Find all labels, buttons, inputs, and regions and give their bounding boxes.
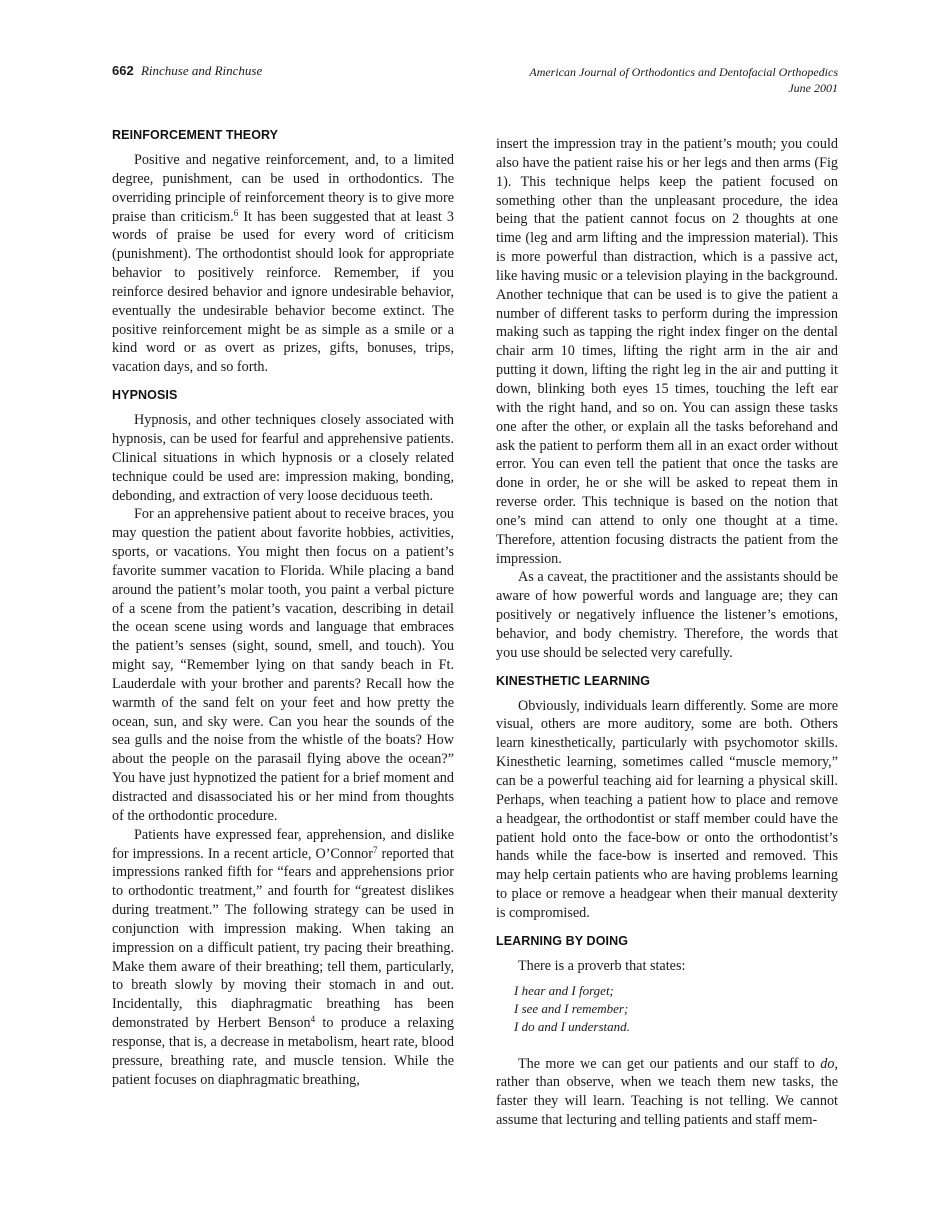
issue-date: June 2001 — [788, 81, 838, 95]
running-authors: Rinchuse and Rinchuse — [140, 63, 263, 78]
paragraph-reinforcement: Positive and negative reinforcement, and, to a limited degree, punishment, can be used in orthodontics. The overriding principle of reinforcement theory is to give more praise than criticism.$^6$ It has been suggested that at least 3 words of praise be used for every word of criticism (punishment). The orthodontist should look for appropriate behavior to positively reinforce. Remember, if you reinforce desired behavior and ignore undesirable behavior, eventually the undesirable behavior become extinct. The positive reinforcement might be as simple as a smile or a kind word or as overt as prizes, gifts, bonuses, trips, vacation days, and so forth. — [112, 152, 455, 376]
section-heading-kinesthetic: KINESTHETIC LEARNING — [496, 673, 651, 688]
paragraph-continuation: insert the impression tray in the patient’s mouth; you could also have the patient raise his or her legs and then arms (Fig 1). This technique helps keep the patient focused on something other than the unpleasant procedure, the idea being that the patient cannot focus on 2 thoughts at one time (leg and arm lifting and the impression material). This is more powerful than distraction, which is a passive act, like having music or a television playing in the background. Another technique that can be used is to give the patient a number of different tasks to perform during the impression making such as tapping the right index finger on the dental chair arm 10 times, lifting the right arm in the air and putting it down, lifting the right leg in the air and putting it down, blinking both eyes 15 times, touching the left ear with the right hand, and so on. You can assign these tasks one after the other, or explain all the tasks beforehand and ask the patient to perform them all in an exact order without error. You can even tell the patient that once the tasks are done in order, he or she will be asked to repeat them in reverse order. This technique is based on the notion that one’s mind can attend to only one thought at a time. Therefore, attention focusing distracts the patient from the impression. — [496, 136, 838, 567]
proverb-line: I do and I understand. — [514, 1018, 630, 1034]
section-heading-reinforcement: REINFORCEMENT THEORY — [112, 128, 279, 142]
proverb-line: I hear and I forget; — [514, 982, 614, 998]
paragraph-hypnosis-3: Patients have expressed fear, apprehension, and dislike for impressions. In a recent article, O’Connor$^7$ reported that impressions ranked fifth for “fears and apprehensions prior to orthodontic treatment,” and fourth for “greatest dislikes during treatment.” The following strategy can be used in conjunction with impression making. When taking an impression on a difficult patient, try pacing their breathing. Make them aware of their breathing; tell them, particularly, to breath slowly by moving their stomach in and out. Incidentally, this diaphragmatic breathing has been demonstrated by Herbert Benson$^4$ to produce a relaxing response, that is, a decrease in metabolism, heart rate, blood pressure, breathing rate, and muscle tension. While the patient focuses on diaphragmatic breathing, — [112, 826, 454, 1088]
emphasis-do: do, — [820, 1055, 838, 1072]
paragraph-hypnosis-1: Hypnosis, and other techniques closely associated with hypnosis, can be used for fearful and apprehensive patients. Clinical situations in which hypnosis or a closely related technique could be used are: impression making, bonding, debonding, and extraction of very loose deciduous teeth. — [112, 412, 454, 504]
running-header-left — [112, 63, 262, 79]
paragraph-caveat: As a caveat, the practitioner and the assistants should be aware of how powerful words and language are; they can positively or negatively influence the listener’s emotions, behavior, and body chemistry. Therefore, the words that you use should be selected very carefully. — [496, 569, 838, 661]
section-heading-hypnosis: HYPNOSIS — [112, 388, 178, 403]
section-heading-learning-by-doing: LEARNING BY DOING — [496, 933, 629, 948]
running-header-right — [529, 64, 838, 96]
paragraph-learning-by-doing: The more we can get our patients and our staff to do, rather than observe, when we teach them new tasks, the faster they will learn. Teaching is not telling. We cannot assume that lecturing and telling patients and staff mem- — [496, 1055, 838, 1129]
proverb-line: I see and I remember; — [514, 1000, 629, 1016]
right-column — [496, 135, 838, 1130]
left-column — [112, 128, 454, 1090]
citation-ref: 6 — [233, 207, 239, 218]
journal-title: American Journal of Orthodontics and Dentofacial Orthopedics — [529, 65, 838, 79]
citation-ref: 7 — [373, 844, 378, 855]
paragraph-kinesthetic: Obviously, individuals learn differently. Some are more visual, others are more auditory, some are both. Others learn kinesthetically, particularly with psychomotor skills. Kinesthetic learning, sometimes called “muscle memory,” can be a powerful teaching aid for learning a physical skill. Perhaps, when teaching a patient how to place and remove a headgear, the orthodontist or staff member could have the patient hold onto the face-bow or onto the orthodontist’s hands while the face-bow is inserted and removed. This may help certain patients who are having problems learning to place or remove a headgear when their manual dexterity is compromised. — [496, 697, 838, 921]
paragraph-hypnosis-2: For an apprehensive patient about to receive braces, you may question the patient about favorite hobbies, activities, sports, or vacations. You might then focus on a patient’s favorite summer vacation to Florida. While placing a band around the patient’s molar tooth, you paint a verbal picture of a scene from the patient’s vacation, describing in detail the ocean scene using words and language that embraces the patient’s senses (sight, sound, smell, and touch). You might say, “Remember lying on that sandy beach in Ft. Lauderdale with your brother and parents? Recall how the warmth of the sand felt on your feet and how pretty the ocean, sun, and sky were. Can you hear the sounds of the sea gulls and the noise from the whistle of the boats? How about the people on the parasail flying above the ocean?” You have just hypnotized the patient for a brief moment and distracted and disassociated his or her mind from thoughts of the orthodontic procedure. — [112, 506, 454, 824]
citation-ref: 4 — [310, 1014, 316, 1025]
page-number: 662 — [112, 63, 134, 78]
proverb-quote — [514, 982, 838, 1036]
paragraph-proverb-intro: There is a proverb that states: — [518, 957, 686, 974]
